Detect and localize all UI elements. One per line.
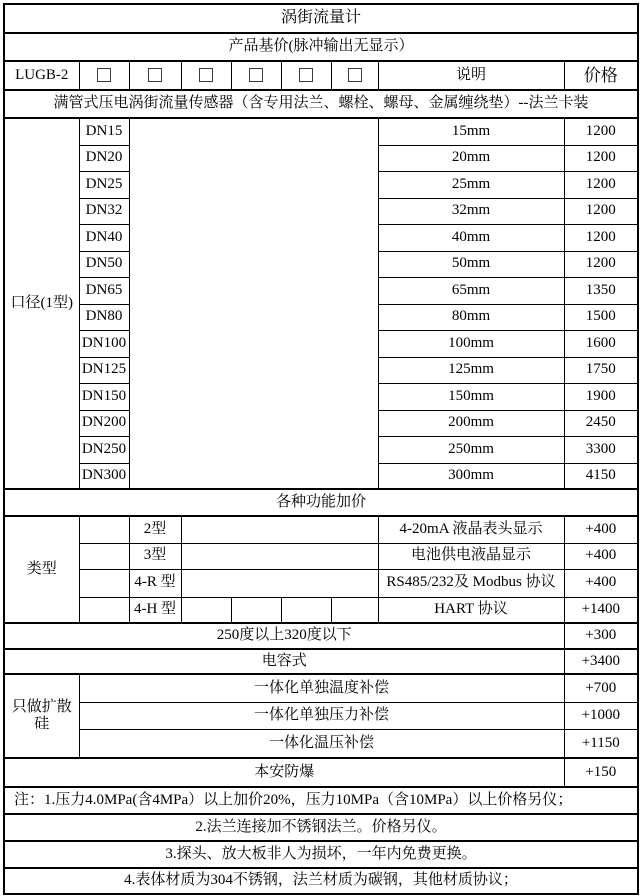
compensation-desc: 一体化单独压力补偿	[79, 702, 564, 729]
option-cell-3	[181, 61, 231, 90]
price-table	[3, 3, 639, 895]
type-desc: 电池供电液晶显示	[378, 543, 564, 569]
type-price: +400	[564, 569, 638, 597]
dn-code: DN80	[79, 304, 129, 330]
dn-desc: 65mm	[378, 277, 564, 304]
dn-desc: 200mm	[378, 410, 564, 436]
dn-desc: 32mm	[378, 198, 564, 224]
dn-price: 1200	[564, 224, 638, 251]
dn-desc: 250mm	[378, 436, 564, 463]
blank-cell	[181, 569, 378, 597]
dn-code: DN65	[79, 277, 129, 304]
blank-cell	[79, 597, 129, 623]
extra-option-price: +300	[564, 623, 638, 649]
dn-desc: 125mm	[378, 357, 564, 383]
checkbox-icon	[348, 68, 362, 82]
type-price: +400	[564, 516, 638, 543]
option-cell-6	[331, 61, 378, 90]
blank-cell	[281, 597, 331, 623]
extra-option-desc: 250度以上320度以下	[4, 623, 564, 649]
blank-spacer-cell	[129, 118, 378, 489]
dn-desc: 80mm	[378, 304, 564, 330]
type-section-label: 类型	[4, 516, 79, 623]
dn-code: DN300	[79, 463, 129, 489]
dn-code: DN25	[79, 171, 129, 198]
safety-price: +150	[564, 758, 638, 787]
dn-price: 3300	[564, 436, 638, 463]
dn-price: 1600	[564, 330, 638, 357]
note-line-4: 4.表体材质为304不锈钢，法兰材质为碳钢，其他材质协议；	[4, 868, 638, 894]
dn-price: 1900	[564, 383, 638, 410]
type-desc: HART 协议	[378, 597, 564, 623]
option-cell-5	[281, 61, 331, 90]
dn-price: 1200	[564, 171, 638, 198]
compensation-desc: 一体化温压补偿	[79, 729, 564, 758]
diameter-section-label: 口径(1型)	[4, 118, 79, 489]
dn-price: 1350	[564, 277, 638, 304]
dn-desc: 20mm	[378, 145, 564, 171]
compensation-price: +1000	[564, 702, 638, 729]
dn-price: 1200	[564, 251, 638, 277]
base-price-subtitle: 产品基价(脉冲输出无显示）	[4, 33, 638, 61]
compensation-price: +1150	[564, 729, 638, 758]
checkbox-icon	[249, 68, 263, 82]
dn-desc: 25mm	[378, 171, 564, 198]
blank-cell	[181, 516, 378, 543]
type-model: 3型	[129, 543, 181, 569]
blank-cell	[181, 597, 231, 623]
dn-code: DN40	[79, 224, 129, 251]
product-banner: 满管式压电涡街流量传感器（含专用法兰、螺栓、螺母、金属缠绕垫）--法兰卡装	[4, 90, 638, 118]
type-price: +1400	[564, 597, 638, 623]
type-price: +400	[564, 543, 638, 569]
dn-price: 4150	[564, 463, 638, 489]
dn-code: DN15	[79, 118, 129, 145]
page-title: 涡街流量计	[4, 4, 638, 33]
dn-price: 1200	[564, 145, 638, 171]
note-line-1: 注：1.压力4.0MPa(含4MPa）以上加价20%，压力10MPa（含10MPa）以上价格另仪；	[4, 787, 638, 814]
desc-column-header: 说明	[378, 61, 564, 90]
checkbox-icon	[299, 68, 313, 82]
type-model: 4-R 型	[129, 569, 181, 597]
checkbox-icon	[199, 68, 213, 82]
dn-price: 1200	[564, 198, 638, 224]
dn-price: 1750	[564, 357, 638, 383]
compensation-desc: 一体化单独温度补偿	[79, 674, 564, 702]
type-model: 2型	[129, 516, 181, 543]
price-column-header: 价格	[564, 61, 638, 90]
dn-price: 2450	[564, 410, 638, 436]
blank-cell	[181, 543, 378, 569]
blank-cell	[79, 516, 129, 543]
safety-desc: 本安防爆	[4, 758, 564, 787]
note-line-2: 2.法兰连接加不锈钢法兰。价格另仪。	[4, 814, 638, 841]
blank-cell	[231, 597, 281, 623]
dn-code: DN125	[79, 357, 129, 383]
type-desc: 4-20mA 液晶表头显示	[378, 516, 564, 543]
dn-code: DN20	[79, 145, 129, 171]
dn-desc: 40mm	[378, 224, 564, 251]
type-desc: RS485/232及 Modbus 协议	[378, 569, 564, 597]
silicon-section-label: 只做扩散硅	[4, 674, 79, 758]
option-cell-4	[231, 61, 281, 90]
dn-code: DN100	[79, 330, 129, 357]
dn-desc: 15mm	[378, 118, 564, 145]
extra-option-desc: 电容式	[4, 649, 564, 674]
note-line-3: 3.探头、放大板非人为损坏，一年内免费更换。	[4, 841, 638, 868]
checkbox-icon	[97, 68, 111, 82]
blank-cell	[331, 597, 378, 623]
dn-price: 1500	[564, 304, 638, 330]
dn-desc: 150mm	[378, 383, 564, 410]
model-code: LUGB-2	[4, 61, 79, 90]
dn-code: DN32	[79, 198, 129, 224]
dn-desc: 300mm	[378, 463, 564, 489]
dn-desc: 100mm	[378, 330, 564, 357]
type-model: 4-H 型	[129, 597, 181, 623]
compensation-price: +700	[564, 674, 638, 702]
addons-section-header: 各种功能加价	[4, 489, 638, 516]
option-cell-2	[129, 61, 181, 90]
checkbox-icon	[148, 68, 162, 82]
dn-price: 1200	[564, 118, 638, 145]
dn-desc: 50mm	[378, 251, 564, 277]
dn-code: DN50	[79, 251, 129, 277]
extra-option-price: +3400	[564, 649, 638, 674]
dn-code: DN250	[79, 436, 129, 463]
option-cell-1	[79, 61, 129, 90]
blank-cell	[79, 543, 129, 569]
blank-cell	[79, 569, 129, 597]
dn-code: DN150	[79, 383, 129, 410]
dn-code: DN200	[79, 410, 129, 436]
